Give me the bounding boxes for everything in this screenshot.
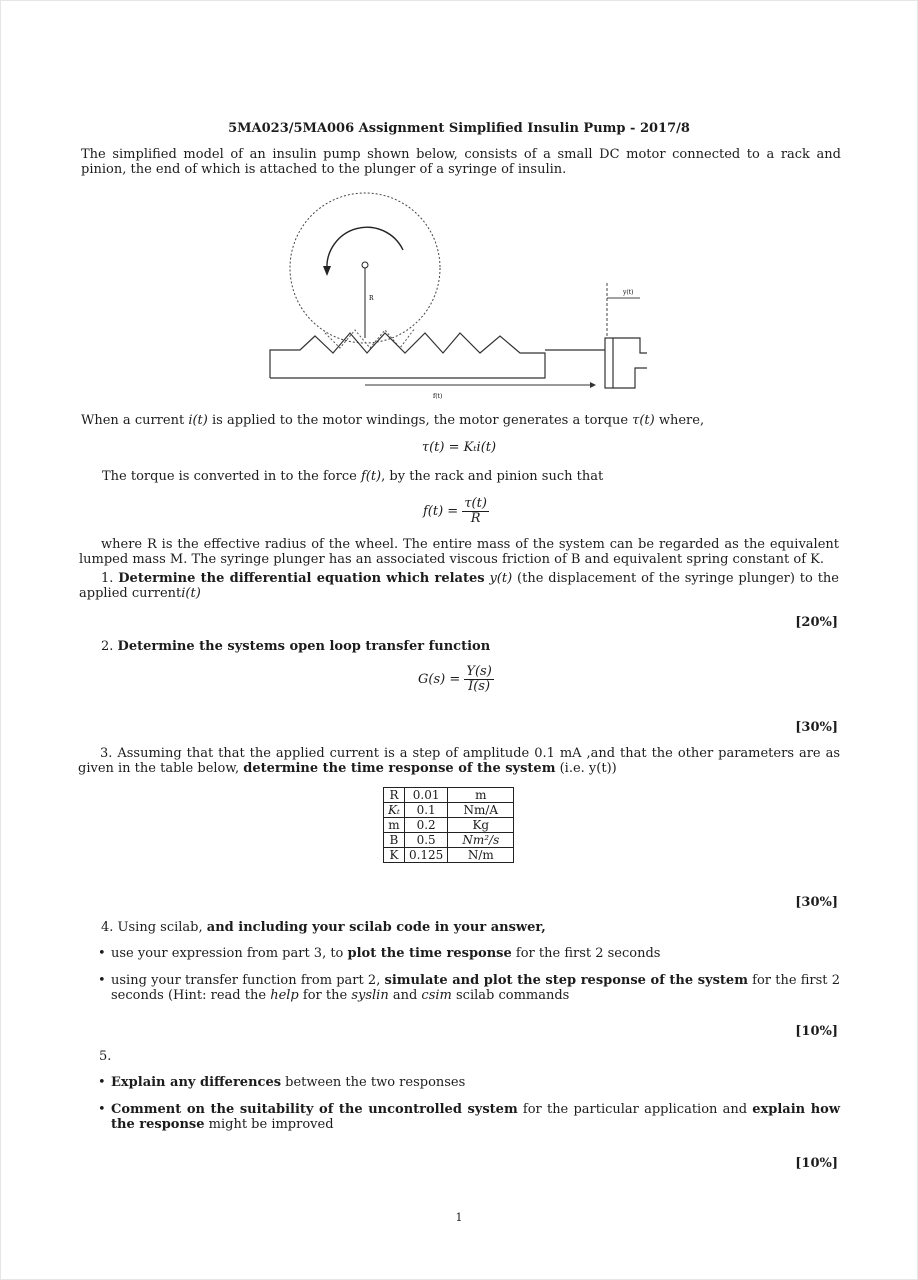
param-unit: m [448, 788, 514, 803]
q4-b2-text-e: scilab commands [456, 988, 570, 1003]
param-symbol: Kₜ [384, 803, 405, 818]
parameter-table [383, 787, 514, 863]
q2-bold-text: Determine the systems open loop transfer function [117, 639, 491, 654]
rack [270, 333, 545, 378]
q3-bold-text: determine the time response of the system [243, 761, 556, 776]
param-value: 0.01 [404, 788, 447, 803]
q1-weight: [20%] [795, 615, 838, 630]
insulin-pump-diagram [255, 188, 665, 407]
tf-eq-lhs: G(s) = [418, 672, 461, 687]
q5-b1-bold: Explain any differences [111, 1075, 282, 1090]
q4-b1-text-a: use your expression from part 3, to [111, 946, 344, 961]
list-item [98, 1075, 840, 1090]
question-4 [101, 920, 546, 935]
q4-b2-syslin: syslin [351, 988, 389, 1003]
q2-weight: [30%] [795, 720, 838, 735]
intro-paragraph: The simplified model of an insulin pump shown below, consists of a small DC motor connected to a rack and pinion, the end of which is attached to the plunger of a syringe of insulin. [81, 147, 841, 177]
tf-eq-fraction [464, 665, 493, 694]
q5-b1-rest: between the two responses [285, 1075, 466, 1090]
parameter-table-wrapper [383, 787, 514, 863]
param-symbol: B [384, 833, 405, 848]
q4-b2-text-d: and [392, 988, 418, 1003]
list-item [98, 973, 840, 1003]
q3-weight: [30%] [795, 895, 838, 910]
param-symbol: R [384, 788, 405, 803]
q3-number: 3. [100, 746, 113, 761]
force-var-f: f(t) [360, 469, 382, 484]
torque-text-b: is applied to the motor windings, the motor generates a torque [207, 413, 633, 428]
radius-label: R [369, 295, 374, 302]
where-paragraph: where R is the effective radius of the wheel. The entire mass of the system can be regarded as the equivalent lumped mass M. The syringe plunger has an associated viscous friction of B and equivalent spring constant of K. [79, 537, 839, 567]
q1-rest-text: (the displacement of the syringe plunger) to the applied current [79, 571, 839, 601]
force-text-a: The torque is converted in to the force [102, 469, 361, 484]
question-1 [79, 571, 839, 601]
q4-number: 4. [101, 920, 114, 935]
torque-sentence [81, 413, 841, 428]
q4-b1-text-b: for the first 2 seconds [515, 946, 661, 961]
q4-b2-text-c: for the [302, 988, 348, 1003]
torque-text-c: where, [654, 413, 705, 428]
param-unit: Nm²/s [448, 833, 514, 848]
rack-pinion-svg [255, 188, 665, 403]
force-eq-numerator: τ(t) [464, 496, 487, 511]
document-title: 5MA023/5MA006 Assignment Simplified Insulin Pump - 2017/8 [228, 121, 690, 136]
table-row [384, 803, 514, 818]
table-row [384, 788, 514, 803]
q4-b2-text-a: using your transfer function from part 2, [111, 973, 381, 988]
page-number: 1 [455, 1211, 463, 1224]
force-equation [423, 497, 489, 526]
q4-b2-text-b: for the first 2 seconds (Hint: read the [111, 973, 840, 1003]
q4-b2-help: help [270, 988, 299, 1003]
q5-bullet-list [98, 1075, 840, 1132]
question-2 [101, 639, 490, 654]
displacement-label: y(t) [623, 289, 634, 296]
list-item [98, 1102, 840, 1132]
param-value: 0.5 [404, 833, 447, 848]
transfer-function-equation [418, 665, 494, 694]
force-eq-lhs: f(t) = [423, 504, 459, 519]
table-row [384, 848, 514, 863]
force-eq-denominator: R [470, 511, 481, 526]
force-label: f(t) [433, 393, 443, 400]
q1-var-y: y(t) [489, 571, 513, 586]
force-eq-fraction [462, 497, 489, 526]
q5-number: 5. [99, 1049, 112, 1064]
force-text-b: , by the rack and pinion such that [381, 469, 604, 484]
torque-arc [327, 227, 403, 270]
tf-eq-denominator: I(s) [468, 679, 491, 694]
param-unit: Nm/A [448, 803, 514, 818]
q3-text-a: Assuming that that the applied current is a step of amplitude 0.1 mA ,and that the other parameters are as given in the table below, [78, 746, 840, 776]
q4-bold-text: and including your scilab code in your answer, [206, 920, 546, 935]
q5-weight: [10%] [795, 1156, 838, 1171]
param-symbol: m [384, 818, 405, 833]
param-unit: N/m [448, 848, 514, 863]
q1-number: 1. [101, 571, 114, 586]
syringe-body-bottom [613, 368, 647, 388]
q4-weight: [10%] [795, 1024, 838, 1039]
q1-bold-text: Determine the differential equation which relates [118, 571, 485, 586]
torque-equation: τ(t) = Kₜi(t) [421, 440, 497, 455]
question-3 [78, 746, 840, 776]
tf-eq-numerator: Y(s) [466, 664, 492, 679]
param-value: 0.2 [404, 818, 447, 833]
table-row [384, 833, 514, 848]
q5-b2-mid: for the particular application and [522, 1102, 748, 1117]
q5-b2-bold-a: Comment on the suitability of the uncontrolled system [111, 1102, 518, 1117]
syringe-body-top [613, 338, 647, 353]
q1-var-i: i(t) [181, 586, 201, 601]
q3-text-b: (i.e. y(t)) [559, 761, 617, 776]
q4-b2-csim: csim [421, 988, 452, 1003]
torque-var-tau: τ(t) [632, 413, 655, 428]
table-row [384, 818, 514, 833]
wheel-center [362, 262, 368, 268]
q4-b1-bold: plot the time response [347, 946, 512, 961]
param-value: 0.125 [404, 848, 447, 863]
torque-var-i: i(t) [188, 413, 208, 428]
q4-bullet-list [98, 946, 840, 1003]
plunger-head [605, 338, 613, 388]
param-value: 0.1 [404, 803, 447, 818]
torque-text-a: When a current [81, 413, 189, 428]
q2-number: 2. [101, 639, 114, 654]
q4-text-a: Using scilab, [117, 920, 203, 935]
torque-arrowhead [323, 266, 331, 276]
q4-b2-bold: simulate and plot the step response of the system [384, 973, 748, 988]
force-arrowhead [590, 382, 596, 388]
q5-b2-rest: might be improved [208, 1117, 334, 1132]
list-item [98, 946, 840, 961]
param-unit: Kg [448, 818, 514, 833]
force-sentence [102, 469, 842, 484]
param-symbol: K [384, 848, 405, 863]
q5-b2-bold-b: explain how the response [111, 1102, 841, 1132]
